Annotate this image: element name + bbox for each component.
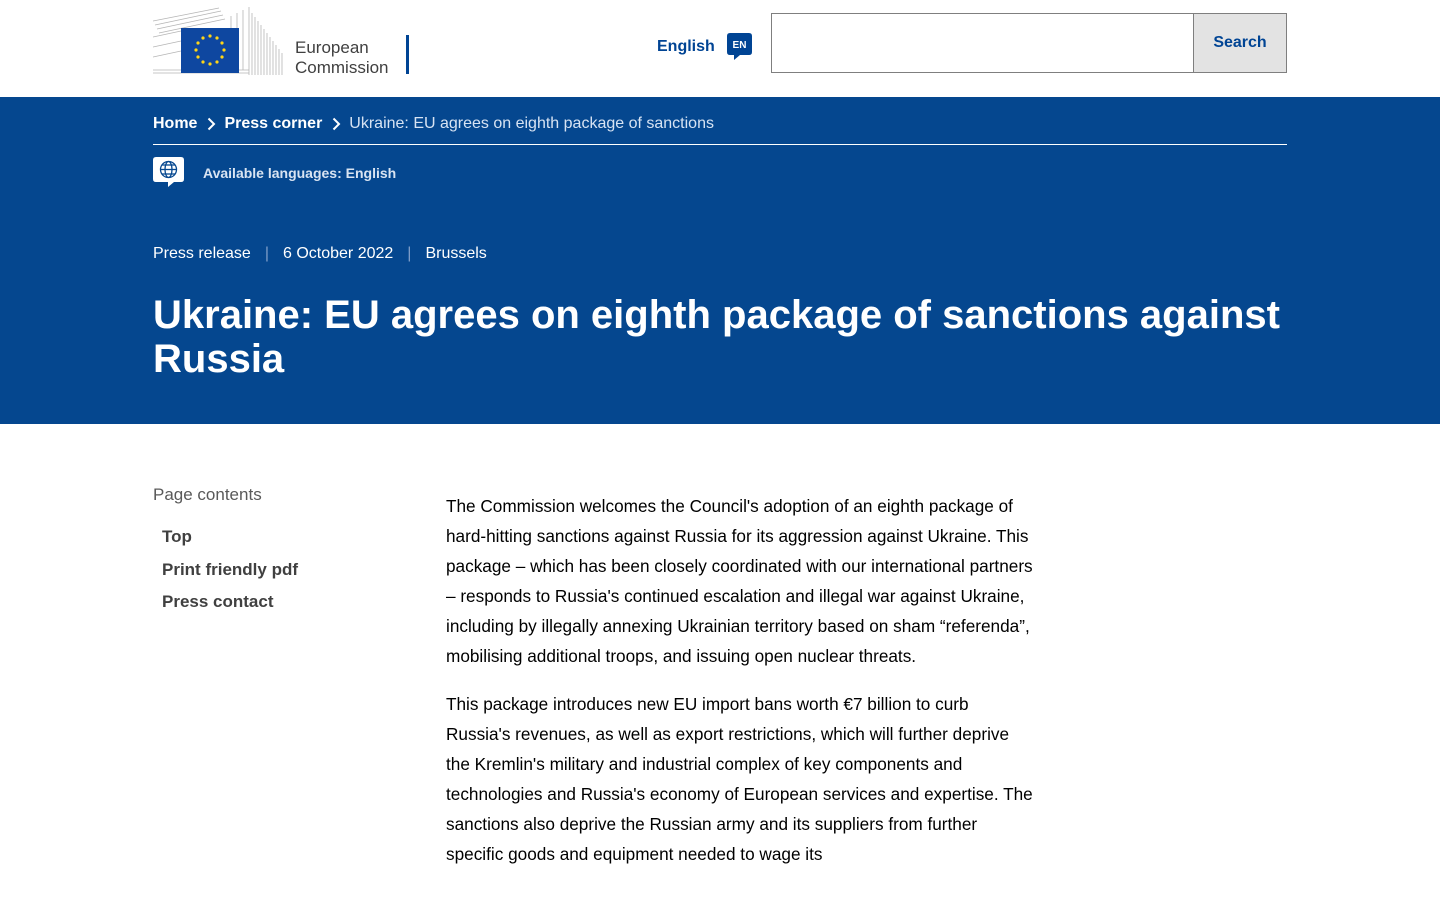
toc-item-top[interactable]: Top — [162, 527, 192, 546]
page-contents-title: Page contents — [153, 485, 262, 504]
article-paragraph: The Commission welcomes the Council's adoption of an eighth package of hard-hitting sanctions against Russia for its aggression against Ukraine. This package – which has been closely coordinated with our international partners – responds to Russia's continued escalation and illegal war against Ukraine, including by illegally annexing Ukrainian territory based on sham “referenda”, mobilising additional troops, and issuing open nuclear threats. — [446, 496, 1033, 666]
logo-text-commission: Commission — [295, 58, 389, 75]
article-paragraph: This package introduces new EU import bans worth €7 billion to curb Russia's revenues, as well as export restrictions, which will further deprive the Kremlin's military and industrial complex of key components and technologies and Russia's economy of European services and expertise. The sanctions also deprive the Russian army and its suppliers from further specific goods and equipment needed to wage its — [446, 694, 1033, 864]
site-header — [0, 0, 1440, 97]
release-meta — [153, 243, 487, 265]
eu-flag-icon — [181, 28, 239, 73]
european-commission-logo[interactable] — [153, 7, 415, 75]
speech-bubble-icon — [726, 32, 753, 61]
release-location: Brussels — [425, 245, 487, 262]
page-title: Ukraine: EU agrees on eighth package of sanctions against Russia — [153, 293, 1280, 381]
meta-separator: | — [264, 245, 269, 262]
language-label: English — [657, 37, 715, 55]
breadcrumb-home[interactable]: Home — [153, 115, 198, 132]
meta-separator: | — [407, 245, 412, 262]
available-languages-label: Available languages: English — [203, 164, 397, 181]
search-button[interactable]: Search — [1193, 13, 1287, 73]
toc-item-press-contact[interactable]: Press contact — [162, 592, 274, 611]
release-date: 6 October 2022 — [282, 245, 394, 262]
toc-item-print-pdf[interactable]: Print friendly pdf — [162, 559, 298, 579]
logo-divider — [406, 35, 409, 74]
breadcrumb-current: Ukraine: EU agrees on eighth package of sanctions — [349, 115, 714, 132]
chevron-right-icon — [203, 113, 219, 135]
article-body — [446, 491, 1036, 887]
chevron-right-icon — [328, 113, 344, 135]
breadcrumb — [153, 113, 1287, 145]
globe-speech-icon — [153, 157, 184, 188]
page-banner — [0, 97, 1440, 424]
available-languages — [153, 157, 396, 188]
release-type: Press release — [153, 245, 251, 262]
page-contents-list — [153, 526, 403, 613]
breadcrumb-press-corner[interactable]: Press corner — [224, 115, 323, 132]
language-switcher[interactable] — [657, 32, 753, 61]
search-input[interactable] — [771, 13, 1194, 73]
language-code: EN — [732, 40, 747, 51]
logo-text-european: European — [295, 38, 369, 57]
page-contents — [153, 484, 403, 624]
